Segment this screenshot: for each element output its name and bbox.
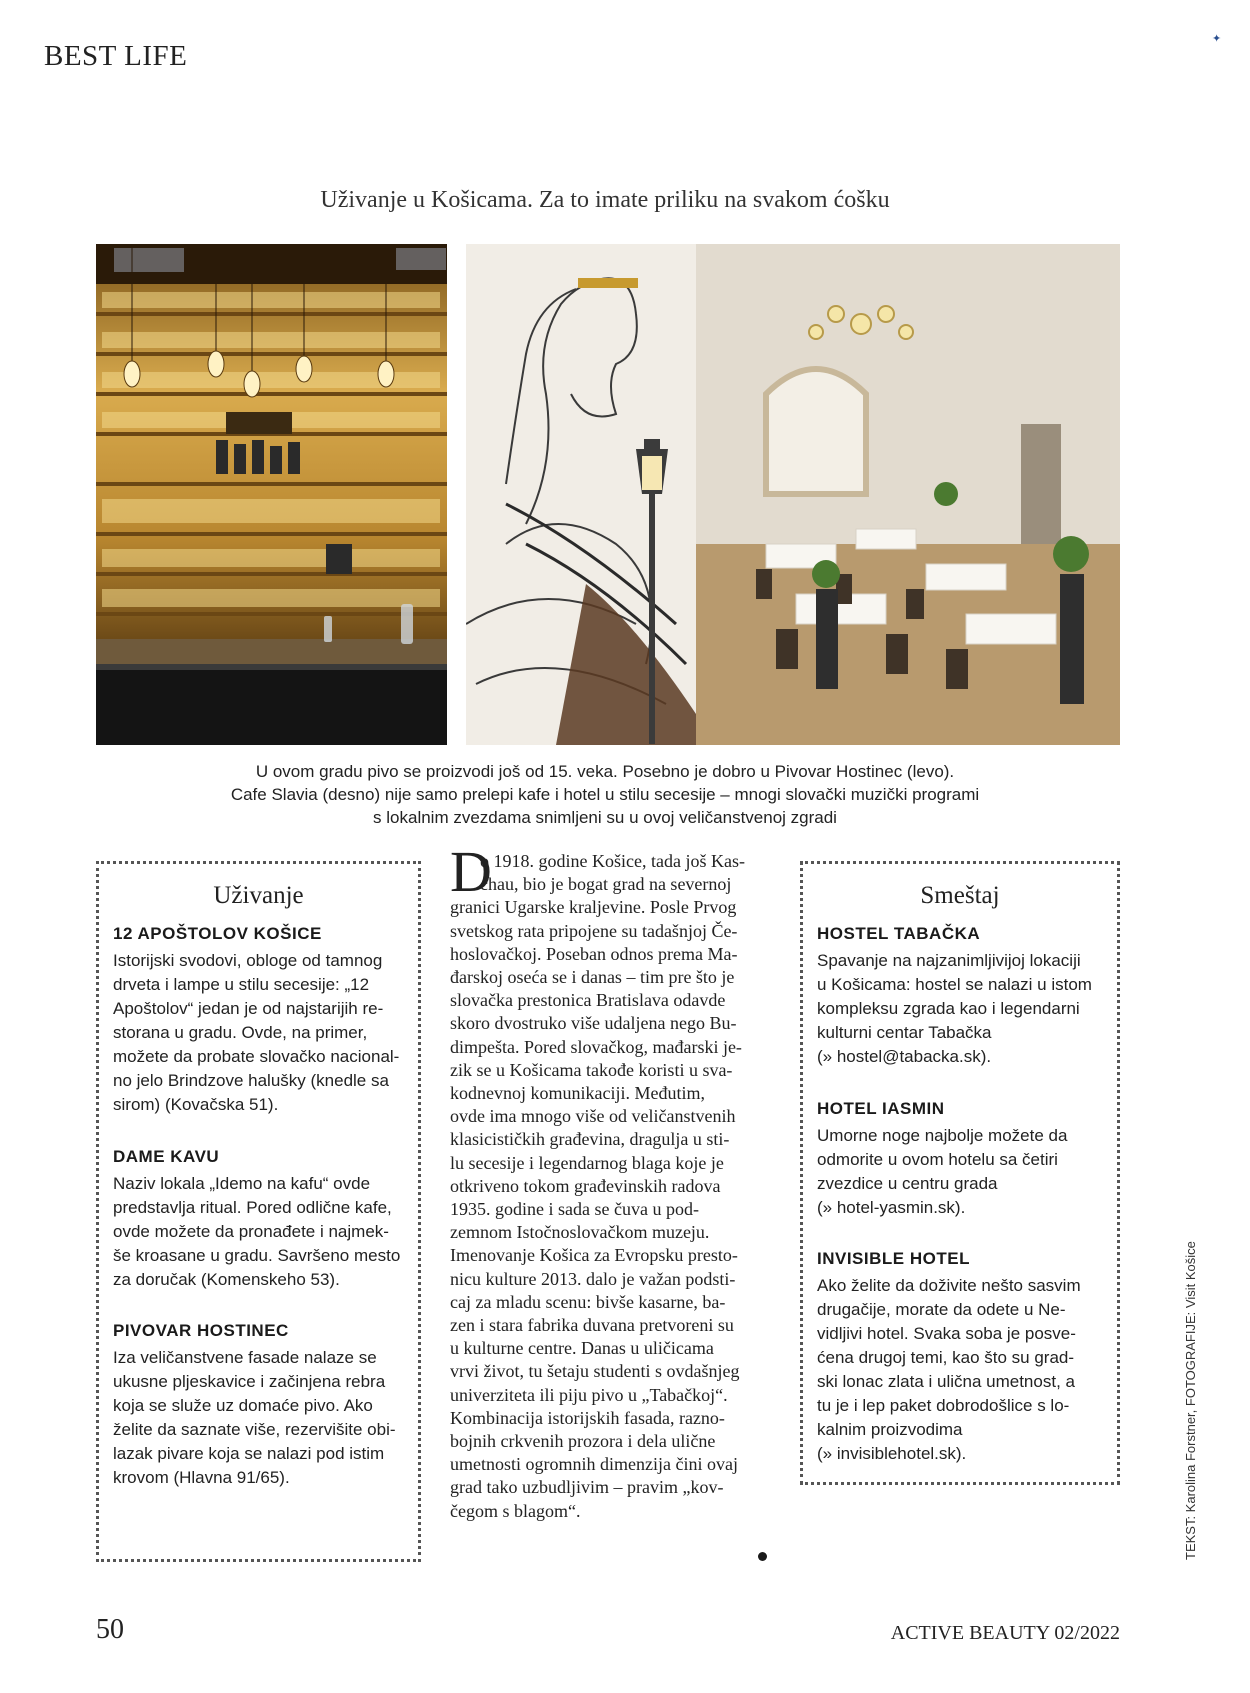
cafe-illustration (466, 244, 1120, 745)
entry-text-hotel-iasmin (817, 1124, 1107, 1220)
article-line: otkriveno tokom građevinskih radova (450, 1175, 721, 1196)
caption-line: Cafe Slavia (desno) nije samo prelepi kafe i hotel u stilu secesije – mnogi slovački muzički programi (230, 785, 980, 804)
photo-cafe-slavia (466, 244, 1120, 745)
article-line: caj za mladu scenu: bivše kasarne, ba- (450, 1291, 726, 1312)
text-line: ski lonac zlata i ulična umetnost, a (817, 1372, 1075, 1391)
enjoy-box-title: Uživanje (213, 882, 304, 909)
article-line: dimpešta. Pored slovačkog, mađarski je- (450, 1036, 742, 1057)
page-number: 50 (96, 1614, 124, 1645)
article-line: kodnevnoj komunikaciji. Međutim, (450, 1083, 705, 1104)
article-line: ovde ima mnogo više od veličanstvenih (450, 1106, 736, 1127)
article-line: Imenovanje Košica za Evropsku presto- (450, 1245, 738, 1266)
text-line: Umorne noge najbolje možete da (817, 1126, 1068, 1145)
article-line: zemnom Istočnoslovačkom muzeju. (450, 1222, 710, 1243)
article-line: univerziteta ili piju pivo u „Tabačkoj“. (450, 1384, 728, 1405)
text-line: Apoštolov“ jedan je od najstarijih re- (113, 999, 384, 1018)
stay-sidebar-box (800, 861, 1120, 1485)
text-line: ćena drugoj temi, kao što su grad- (817, 1348, 1075, 1367)
section-label: BEST LIFE (44, 40, 188, 72)
article-line: granici Ugarske kraljevine. Posle Prvog (450, 897, 737, 918)
text-line: kompleksu zgrada kao i legendarni (817, 999, 1080, 1018)
text-line: drveta i lampe u stilu secesije: „12 (113, 975, 370, 994)
text-line: no jelo Brindzove halušky (knedle sa (113, 1071, 389, 1090)
article-line: čegom s blagom“. (450, 1500, 581, 1521)
article-line: 1935. godine i sada se čuva u pod- (450, 1199, 699, 1220)
entry-title-hostel-tabacka: HOSTEL TABAČKA (817, 924, 981, 943)
text-line: ukusne pljeskavice i začinjena rebra (113, 1372, 386, 1391)
hostel-tabacka-link[interactable]: (» hostel@tabacka.sk). (817, 1047, 992, 1066)
article-line: Kombinacija istorijskih fasada, razno- (450, 1407, 725, 1428)
entry-title-12-apostolov: 12 APOŠTOLOV KOŠICE (113, 924, 322, 943)
entry-title-invisible-hotel: INVISIBLE HOTEL (817, 1249, 970, 1268)
text-line: koja se služe uz domaće pivo. Ako (113, 1396, 373, 1415)
magazine-issue: ACTIVE BEAUTY 02/2022 (890, 1622, 1120, 1644)
text-line: zvezdice u centru grada (817, 1174, 998, 1193)
text-line: vidljivi hotel. Svaka soba je posve- (817, 1324, 1076, 1343)
entry-text-invisible-hotel (817, 1274, 1107, 1466)
entry-title-dame-kavu: DAME KAVU (113, 1147, 220, 1166)
article-line: zik se u Košicama takođe koristi u sva- (450, 1059, 733, 1080)
entry-text-dame-kavu (113, 1172, 408, 1292)
entry-title-pivovar-hostinec: PIVOVAR HOSTINEC (113, 1321, 289, 1340)
photo-headline: Uživanje u Košicama. Za to imate priliku na svakom ćošku (320, 187, 890, 213)
invisiblehotel-link[interactable]: (» invisiblehotel.sk). (817, 1444, 967, 1463)
article-line: nicu kulture 2013. dalo je važan podsti- (450, 1268, 736, 1289)
article-line: o 1918. godine Košice, tada još Kas- (480, 851, 745, 871)
article-line: đarskoj oseća se i danas – tim pre što je (450, 967, 735, 988)
text-line: krovom (Hlavna 91/65). (113, 1468, 290, 1487)
article-body (450, 850, 768, 1523)
corner-mark-icon: ✦ (1212, 33, 1222, 45)
photo-caption (0, 760, 1210, 829)
text-line: možete da probate slovačko nacional- (113, 1047, 400, 1066)
text-line: Istorijski svodovi, obloge od tamnog (113, 951, 383, 970)
article-line: u kulturne centre. Danas u uličicama (450, 1338, 714, 1359)
text-line: sirom) (Kovačska 51). (113, 1095, 279, 1114)
article-line: lu secesije i legendarnog blaga koje je (450, 1152, 724, 1173)
text-line: Ako želite da doživite nešto sasvim (817, 1276, 1081, 1295)
text-line: predstavlja ritual. Pored odlične kafe, (113, 1198, 392, 1217)
text-line: Naziv lokala „Idemo na kafu“ ovde (113, 1174, 371, 1193)
text-line: še kroasane u gradu. Savršeno mesto (113, 1246, 401, 1265)
text-line: za doručak (Komenskeho 53). (113, 1270, 340, 1289)
text-line: ovde možete da pronađete i najmek- (113, 1222, 389, 1241)
article-line: hoslovačkoj. Poseban odnos prema Ma- (450, 943, 738, 964)
article-line: zen i stara fabrika duvana pretvoreni su (450, 1315, 734, 1336)
entry-text-pivovar-hostinec (113, 1346, 408, 1490)
article-dropcap: D (450, 839, 492, 904)
text-line: storana u gradu. Ovde, na primer, (113, 1023, 368, 1042)
text-line: Iza veličanstvene fasade nalaze se (113, 1348, 377, 1367)
hotel-yasmin-link[interactable]: (» hotel-yasmin.sk). (817, 1198, 966, 1217)
text-line: tu je i lep paket dobrodošlice s lo- (817, 1396, 1070, 1415)
text-line: u Košicama: hostel se nalazi u istom (817, 975, 1092, 994)
text-line: želite da saznate više, rezervišite obi- (113, 1420, 396, 1439)
text-line: kulturni centar Tabačka (817, 1023, 992, 1042)
article-line: klasicističkih građevina, dragulja u sti- (450, 1129, 730, 1150)
entry-text-12-apostolov (113, 949, 408, 1117)
text-line: Spavanje na najzanimljivijoj lokaciji (817, 951, 1081, 970)
entry-text-hostel-tabacka (817, 949, 1107, 1069)
article-line: svetskog rata pripojene su tadašnjoj Če- (450, 920, 738, 941)
caption-line: s lokalnim zvezdama snimljeni su u ovoj veličanstvenoj zgradi (373, 808, 837, 827)
entry-title-hotel-iasmin: HOTEL IASMIN (817, 1099, 945, 1118)
text-line: kalnim proizvodima (817, 1420, 963, 1439)
photo-credits: TEKST: Karolina Forstner, FOTOGRAFIJE: Visit Košice (1183, 1241, 1198, 1560)
article-line: vrvi život, tu šetaju studenti s ovdašnjeg (450, 1361, 740, 1382)
caption-line: U ovom gradu pivo se proizvodi još od 15. veka. Posebno je dobro u Pivovar Hostinec (levo). (255, 762, 955, 781)
article-end-mark-icon (758, 1552, 767, 1561)
enjoy-sidebar-box (96, 861, 421, 1562)
article-line: slovačka prestonica Bratislava odavde (450, 990, 726, 1011)
article-line: skoro dvostruko više udaljena nego Bu- (450, 1013, 737, 1034)
article-line: umetnosti ogromnih dimenzija čini ovaj (450, 1454, 738, 1475)
article-line: grad tako uzbudljivim – pravim „kov- (450, 1477, 724, 1498)
text-line: lazak pivare koja se nalazi pod istim (113, 1444, 385, 1463)
article-line: bojnih crkvenih prozora i dela ulične (450, 1431, 716, 1452)
stay-box-title: Smeštaj (920, 882, 1000, 909)
photo-pivovar-bar (96, 244, 447, 745)
text-line: drugačije, morate da odete u Ne- (817, 1300, 1066, 1319)
text-line: odmorite u ovom hotelu sa četiri (817, 1150, 1058, 1169)
bar-illustration (96, 244, 447, 745)
article-line: chau, bio je bogat grad na severnoj (480, 874, 732, 895)
